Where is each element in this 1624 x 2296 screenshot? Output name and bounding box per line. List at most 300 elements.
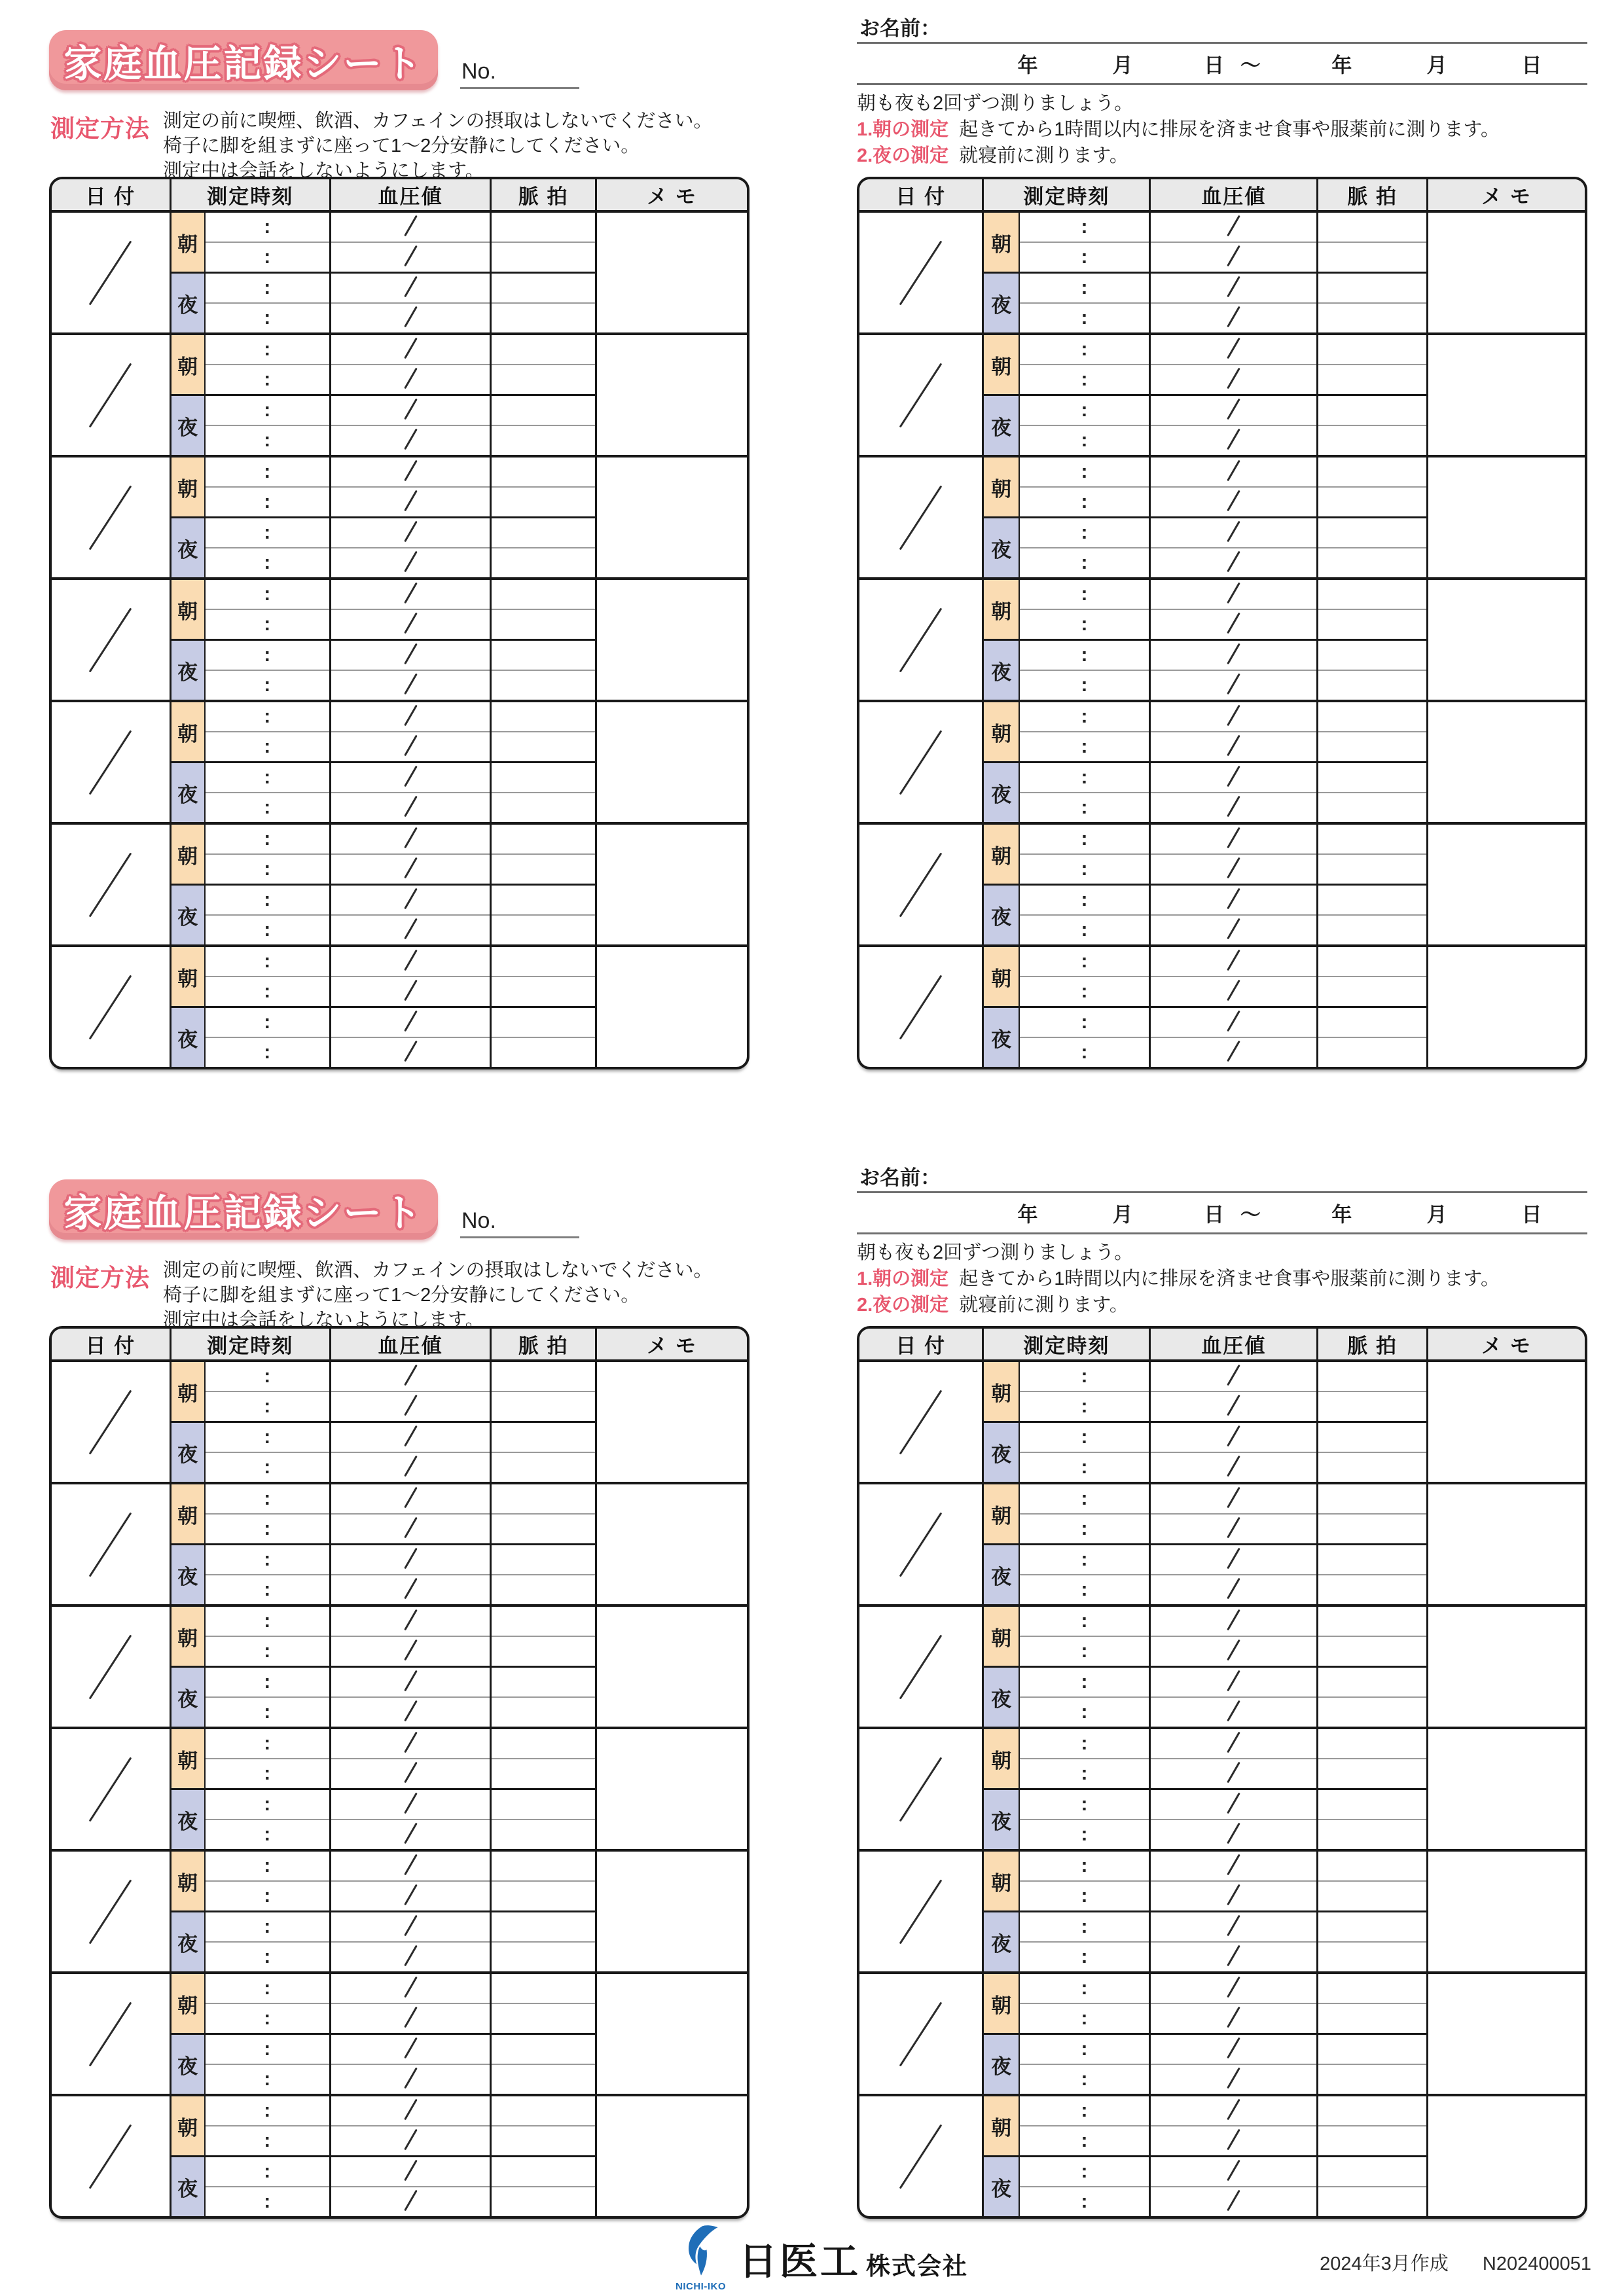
bp-entry-cell[interactable] — [330, 2095, 490, 2126]
time-entry-cell[interactable] — [205, 2187, 331, 2216]
bp-entry-cell[interactable] — [1150, 2126, 1318, 2157]
bp-entry-cell[interactable] — [1150, 487, 1318, 518]
bp-entry-cell[interactable] — [1150, 1942, 1318, 1973]
pulse-entry-cell[interactable] — [491, 1605, 596, 1636]
time-entry-cell[interactable] — [205, 456, 331, 487]
memo-cell[interactable] — [1428, 579, 1585, 701]
pulse-entry-cell[interactable] — [1318, 793, 1428, 823]
pulse-entry-cell[interactable] — [491, 1007, 596, 1038]
bp-entry-cell[interactable] — [1150, 915, 1318, 946]
time-entry-cell[interactable] — [205, 1037, 331, 1067]
bp-entry-cell[interactable] — [1150, 640, 1318, 671]
bp-entry-cell[interactable] — [330, 1912, 490, 1943]
time-entry-cell[interactable] — [1019, 1514, 1150, 1545]
time-entry-cell[interactable] — [205, 242, 331, 273]
bp-entry-cell[interactable] — [1150, 365, 1318, 395]
pulse-entry-cell[interactable] — [491, 211, 596, 242]
date-cell[interactable] — [859, 701, 983, 823]
time-entry-cell[interactable] — [1019, 273, 1150, 304]
pulse-entry-cell[interactable] — [1318, 1942, 1428, 1973]
time-entry-cell[interactable] — [205, 1850, 331, 1881]
bp-entry-cell[interactable] — [330, 670, 490, 701]
date-cell[interactable] — [859, 1728, 983, 1850]
time-entry-cell[interactable] — [205, 1881, 331, 1912]
time-entry-cell[interactable] — [205, 670, 331, 701]
bp-entry-cell[interactable] — [330, 365, 490, 395]
bp-entry-cell[interactable] — [1150, 211, 1318, 242]
time-entry-cell[interactable] — [205, 1391, 331, 1422]
pulse-entry-cell[interactable] — [491, 915, 596, 946]
memo-cell[interactable] — [1428, 946, 1585, 1067]
time-entry-cell[interactable] — [205, 334, 331, 365]
pulse-entry-cell[interactable] — [491, 395, 596, 426]
bp-entry-cell[interactable] — [330, 303, 490, 334]
bp-entry-cell[interactable] — [330, 1575, 490, 1605]
pulse-entry-cell[interactable] — [491, 273, 596, 304]
bp-entry-cell[interactable] — [1150, 1037, 1318, 1067]
pulse-entry-cell[interactable] — [491, 762, 596, 793]
time-entry-cell[interactable] — [205, 1452, 331, 1483]
bp-entry-cell[interactable] — [330, 1820, 490, 1850]
bp-entry-cell[interactable] — [1150, 1667, 1318, 1698]
pulse-entry-cell[interactable] — [491, 334, 596, 365]
pulse-entry-cell[interactable] — [491, 854, 596, 885]
date-cell[interactable] — [52, 823, 170, 946]
pulse-entry-cell[interactable] — [1318, 762, 1428, 793]
time-entry-cell[interactable] — [1019, 1545, 1150, 1575]
memo-cell[interactable] — [1428, 2095, 1585, 2216]
bp-entry-cell[interactable] — [1150, 1514, 1318, 1545]
pulse-entry-cell[interactable] — [1318, 2187, 1428, 2216]
bp-entry-cell[interactable] — [330, 701, 490, 732]
time-entry-cell[interactable] — [1019, 946, 1150, 977]
time-entry-cell[interactable] — [1019, 456, 1150, 487]
bp-entry-cell[interactable] — [330, 1728, 490, 1759]
pulse-entry-cell[interactable] — [491, 1881, 596, 1912]
time-entry-cell[interactable] — [1019, 487, 1150, 518]
time-entry-cell[interactable] — [1019, 425, 1150, 456]
pulse-entry-cell[interactable] — [491, 1483, 596, 1514]
time-entry-cell[interactable] — [1019, 395, 1150, 426]
bp-entry-cell[interactable] — [330, 885, 490, 916]
pulse-entry-cell[interactable] — [1318, 1545, 1428, 1575]
bp-entry-cell[interactable] — [330, 1514, 490, 1545]
time-entry-cell[interactable] — [205, 762, 331, 793]
time-entry-cell[interactable] — [1019, 334, 1150, 365]
time-entry-cell[interactable] — [205, 1422, 331, 1453]
pulse-entry-cell[interactable] — [1318, 1422, 1428, 1453]
pulse-entry-cell[interactable] — [491, 242, 596, 273]
bp-entry-cell[interactable] — [1150, 732, 1318, 762]
time-entry-cell[interactable] — [205, 1605, 331, 1636]
bp-entry-cell[interactable] — [330, 2157, 490, 2187]
time-entry-cell[interactable] — [1019, 2126, 1150, 2157]
time-entry-cell[interactable] — [205, 793, 331, 823]
time-entry-cell[interactable] — [1019, 701, 1150, 732]
date-cell[interactable] — [52, 1483, 170, 1605]
bp-entry-cell[interactable] — [330, 1361, 490, 1391]
bp-entry-cell[interactable] — [1150, 1575, 1318, 1605]
bp-entry-cell[interactable] — [1150, 2034, 1318, 2065]
time-entry-cell[interactable] — [1019, 1942, 1150, 1973]
time-entry-cell[interactable] — [205, 732, 331, 762]
bp-entry-cell[interactable] — [330, 518, 490, 548]
pulse-entry-cell[interactable] — [1318, 640, 1428, 671]
time-entry-cell[interactable] — [205, 1636, 331, 1667]
time-entry-cell[interactable] — [1019, 1850, 1150, 1881]
pulse-entry-cell[interactable] — [1318, 1973, 1428, 2003]
time-entry-cell[interactable] — [205, 2034, 331, 2065]
pulse-entry-cell[interactable] — [491, 732, 596, 762]
pulse-entry-cell[interactable] — [1318, 823, 1428, 854]
bp-entry-cell[interactable] — [1150, 1391, 1318, 1422]
memo-cell[interactable] — [1428, 1973, 1585, 2095]
pulse-entry-cell[interactable] — [491, 2095, 596, 2126]
pulse-entry-cell[interactable] — [1318, 1667, 1428, 1698]
pulse-entry-cell[interactable] — [1318, 1037, 1428, 1067]
bp-entry-cell[interactable] — [330, 1789, 490, 1820]
bp-entry-cell[interactable] — [330, 1697, 490, 1728]
pulse-entry-cell[interactable] — [1318, 1483, 1428, 1514]
bp-entry-cell[interactable] — [330, 242, 490, 273]
bp-entry-cell[interactable] — [1150, 1820, 1318, 1850]
pulse-entry-cell[interactable] — [1318, 1391, 1428, 1422]
pulse-entry-cell[interactable] — [491, 1667, 596, 1698]
bp-entry-cell[interactable] — [1150, 1850, 1318, 1881]
pulse-entry-cell[interactable] — [491, 609, 596, 640]
time-entry-cell[interactable] — [205, 2003, 331, 2034]
time-entry-cell[interactable] — [1019, 2157, 1150, 2187]
memo-cell[interactable] — [596, 1850, 747, 1973]
time-entry-cell[interactable] — [205, 1789, 331, 1820]
pulse-entry-cell[interactable] — [1318, 2157, 1428, 2187]
time-entry-cell[interactable] — [205, 2095, 331, 2126]
bp-entry-cell[interactable] — [1150, 1789, 1318, 1820]
bp-entry-cell[interactable] — [330, 211, 490, 242]
time-entry-cell[interactable] — [205, 548, 331, 579]
time-entry-cell[interactable] — [1019, 1361, 1150, 1391]
pulse-entry-cell[interactable] — [491, 793, 596, 823]
name-field[interactable] — [859, 12, 941, 41]
pulse-entry-cell[interactable] — [1318, 1452, 1428, 1483]
memo-cell[interactable] — [596, 701, 747, 823]
memo-cell[interactable] — [1428, 701, 1585, 823]
pulse-entry-cell[interactable] — [491, 1361, 596, 1391]
pulse-entry-cell[interactable] — [1318, 701, 1428, 732]
memo-cell[interactable] — [1428, 1361, 1585, 1483]
bp-entry-cell[interactable] — [330, 2064, 490, 2095]
time-entry-cell[interactable] — [1019, 242, 1150, 273]
pulse-entry-cell[interactable] — [491, 1452, 596, 1483]
time-entry-cell[interactable] — [1019, 793, 1150, 823]
memo-cell[interactable] — [596, 456, 747, 579]
pulse-entry-cell[interactable] — [491, 1789, 596, 1820]
memo-cell[interactable] — [596, 1483, 747, 1605]
bp-entry-cell[interactable] — [330, 854, 490, 885]
date-cell[interactable] — [52, 2095, 170, 2216]
pulse-entry-cell[interactable] — [491, 2187, 596, 2216]
pulse-entry-cell[interactable] — [491, 2064, 596, 2095]
time-entry-cell[interactable] — [205, 1361, 331, 1391]
bp-entry-cell[interactable] — [330, 1007, 490, 1038]
pulse-entry-cell[interactable] — [1318, 1912, 1428, 1943]
time-entry-cell[interactable] — [205, 1973, 331, 2003]
pulse-entry-cell[interactable] — [1318, 946, 1428, 977]
pulse-entry-cell[interactable] — [491, 518, 596, 548]
date-cell[interactable] — [859, 456, 983, 579]
time-entry-cell[interactable] — [1019, 977, 1150, 1007]
date-cell[interactable] — [52, 946, 170, 1067]
memo-cell[interactable] — [596, 579, 747, 701]
pulse-entry-cell[interactable] — [1318, 1850, 1428, 1881]
pulse-entry-cell[interactable] — [1318, 334, 1428, 365]
date-cell[interactable] — [859, 1483, 983, 1605]
bp-entry-cell[interactable] — [1150, 609, 1318, 640]
bp-entry-cell[interactable] — [1150, 946, 1318, 977]
pulse-entry-cell[interactable] — [1318, 273, 1428, 304]
time-entry-cell[interactable] — [1019, 211, 1150, 242]
no-field[interactable] — [460, 60, 579, 89]
bp-entry-cell[interactable] — [1150, 1361, 1318, 1391]
pulse-entry-cell[interactable] — [1318, 395, 1428, 426]
pulse-entry-cell[interactable] — [491, 670, 596, 701]
time-entry-cell[interactable] — [205, 365, 331, 395]
bp-entry-cell[interactable] — [1150, 2187, 1318, 2216]
pulse-entry-cell[interactable] — [1318, 1881, 1428, 1912]
time-entry-cell[interactable] — [1019, 2095, 1150, 2126]
pulse-entry-cell[interactable] — [491, 2003, 596, 2034]
pulse-entry-cell[interactable] — [491, 1942, 596, 1973]
bp-entry-cell[interactable] — [1150, 1912, 1318, 1943]
bp-entry-cell[interactable] — [1150, 823, 1318, 854]
bp-entry-cell[interactable] — [1150, 1452, 1318, 1483]
bp-entry-cell[interactable] — [330, 395, 490, 426]
memo-cell[interactable] — [1428, 1605, 1585, 1728]
pulse-entry-cell[interactable] — [1318, 1361, 1428, 1391]
pulse-entry-cell[interactable] — [491, 456, 596, 487]
pulse-entry-cell[interactable] — [1318, 1728, 1428, 1759]
pulse-entry-cell[interactable] — [491, 1422, 596, 1453]
pulse-entry-cell[interactable] — [1318, 548, 1428, 579]
bp-entry-cell[interactable] — [1150, 885, 1318, 916]
bp-entry-cell[interactable] — [1150, 456, 1318, 487]
time-entry-cell[interactable] — [1019, 1452, 1150, 1483]
date-cell[interactable] — [859, 334, 983, 456]
memo-cell[interactable] — [1428, 1850, 1585, 1973]
bp-entry-cell[interactable] — [330, 977, 490, 1007]
bp-entry-cell[interactable] — [330, 1667, 490, 1698]
date-cell[interactable] — [859, 211, 983, 334]
bp-entry-cell[interactable] — [330, 762, 490, 793]
memo-cell[interactable] — [1428, 456, 1585, 579]
pulse-entry-cell[interactable] — [1318, 1007, 1428, 1038]
time-entry-cell[interactable] — [205, 273, 331, 304]
memo-cell[interactable] — [596, 211, 747, 334]
pulse-entry-cell[interactable] — [1318, 487, 1428, 518]
pulse-entry-cell[interactable] — [1318, 670, 1428, 701]
date-cell[interactable] — [52, 1605, 170, 1728]
date-range-field[interactable] — [857, 1191, 1587, 1234]
time-entry-cell[interactable] — [1019, 1391, 1150, 1422]
time-entry-cell[interactable] — [205, 1759, 331, 1789]
bp-entry-cell[interactable] — [330, 1037, 490, 1067]
time-entry-cell[interactable] — [1019, 2034, 1150, 2065]
pulse-entry-cell[interactable] — [1318, 1605, 1428, 1636]
pulse-entry-cell[interactable] — [491, 1850, 596, 1881]
time-entry-cell[interactable] — [205, 1912, 331, 1943]
bp-entry-cell[interactable] — [330, 1422, 490, 1453]
time-entry-cell[interactable] — [1019, 303, 1150, 334]
time-entry-cell[interactable] — [1019, 1789, 1150, 1820]
pulse-entry-cell[interactable] — [491, 303, 596, 334]
time-entry-cell[interactable] — [205, 211, 331, 242]
time-entry-cell[interactable] — [1019, 1575, 1150, 1605]
date-cell[interactable] — [52, 579, 170, 701]
pulse-entry-cell[interactable] — [1318, 456, 1428, 487]
time-entry-cell[interactable] — [205, 977, 331, 1007]
pulse-entry-cell[interactable] — [1318, 518, 1428, 548]
time-entry-cell[interactable] — [1019, 1422, 1150, 1453]
date-cell[interactable] — [859, 1605, 983, 1728]
pulse-entry-cell[interactable] — [1318, 579, 1428, 609]
pulse-entry-cell[interactable] — [1318, 977, 1428, 1007]
bp-entry-cell[interactable] — [1150, 2003, 1318, 2034]
pulse-entry-cell[interactable] — [1318, 425, 1428, 456]
pulse-entry-cell[interactable] — [491, 548, 596, 579]
pulse-entry-cell[interactable] — [1318, 1789, 1428, 1820]
bp-entry-cell[interactable] — [330, 1942, 490, 1973]
bp-entry-cell[interactable] — [330, 273, 490, 304]
date-cell[interactable] — [859, 579, 983, 701]
pulse-entry-cell[interactable] — [491, 1514, 596, 1545]
date-range-field[interactable] — [857, 42, 1587, 85]
time-entry-cell[interactable] — [205, 2157, 331, 2187]
time-entry-cell[interactable] — [205, 1514, 331, 1545]
pulse-entry-cell[interactable] — [491, 1912, 596, 1943]
pulse-entry-cell[interactable] — [491, 823, 596, 854]
time-entry-cell[interactable] — [205, 885, 331, 916]
bp-entry-cell[interactable] — [1150, 1759, 1318, 1789]
bp-entry-cell[interactable] — [1150, 518, 1318, 548]
time-entry-cell[interactable] — [1019, 1636, 1150, 1667]
pulse-entry-cell[interactable] — [1318, 2003, 1428, 2034]
pulse-entry-cell[interactable] — [1318, 242, 1428, 273]
bp-entry-cell[interactable] — [1150, 334, 1318, 365]
time-entry-cell[interactable] — [1019, 1820, 1150, 1850]
pulse-entry-cell[interactable] — [1318, 2095, 1428, 2126]
time-entry-cell[interactable] — [205, 854, 331, 885]
time-entry-cell[interactable] — [1019, 1912, 1150, 1943]
memo-cell[interactable] — [596, 2095, 747, 2216]
memo-cell[interactable] — [596, 1973, 747, 2095]
bp-entry-cell[interactable] — [330, 1391, 490, 1422]
time-entry-cell[interactable] — [1019, 1697, 1150, 1728]
memo-cell[interactable] — [1428, 1728, 1585, 1850]
time-entry-cell[interactable] — [205, 1942, 331, 1973]
time-entry-cell[interactable] — [205, 1483, 331, 1514]
pulse-entry-cell[interactable] — [491, 2157, 596, 2187]
time-entry-cell[interactable] — [205, 915, 331, 946]
bp-entry-cell[interactable] — [1150, 579, 1318, 609]
pulse-entry-cell[interactable] — [491, 2034, 596, 2065]
time-entry-cell[interactable] — [1019, 1881, 1150, 1912]
pulse-entry-cell[interactable] — [1318, 2034, 1428, 2065]
pulse-entry-cell[interactable] — [1318, 365, 1428, 395]
date-cell[interactable] — [52, 1361, 170, 1483]
bp-entry-cell[interactable] — [330, 456, 490, 487]
bp-entry-cell[interactable] — [330, 487, 490, 518]
memo-cell[interactable] — [596, 823, 747, 946]
time-entry-cell[interactable] — [205, 609, 331, 640]
memo-cell[interactable] — [596, 334, 747, 456]
pulse-entry-cell[interactable] — [1318, 885, 1428, 916]
bp-entry-cell[interactable] — [330, 1452, 490, 1483]
memo-cell[interactable] — [596, 1605, 747, 1728]
pulse-entry-cell[interactable] — [491, 640, 596, 671]
bp-entry-cell[interactable] — [1150, 854, 1318, 885]
pulse-entry-cell[interactable] — [1318, 854, 1428, 885]
bp-entry-cell[interactable] — [330, 1850, 490, 1881]
bp-entry-cell[interactable] — [330, 1545, 490, 1575]
date-cell[interactable] — [52, 701, 170, 823]
time-entry-cell[interactable] — [1019, 2003, 1150, 2034]
time-entry-cell[interactable] — [1019, 1007, 1150, 1038]
bp-entry-cell[interactable] — [1150, 395, 1318, 426]
date-cell[interactable] — [52, 334, 170, 456]
memo-cell[interactable] — [1428, 1483, 1585, 1605]
bp-entry-cell[interactable] — [330, 1973, 490, 2003]
pulse-entry-cell[interactable] — [491, 885, 596, 916]
date-cell[interactable] — [52, 211, 170, 334]
bp-entry-cell[interactable] — [1150, 701, 1318, 732]
pulse-entry-cell[interactable] — [491, 946, 596, 977]
bp-entry-cell[interactable] — [1150, 273, 1318, 304]
pulse-entry-cell[interactable] — [1318, 609, 1428, 640]
bp-entry-cell[interactable] — [1150, 1422, 1318, 1453]
time-entry-cell[interactable] — [1019, 1037, 1150, 1067]
bp-entry-cell[interactable] — [1150, 548, 1318, 579]
pulse-entry-cell[interactable] — [1318, 732, 1428, 762]
date-cell[interactable] — [859, 2095, 983, 2216]
pulse-entry-cell[interactable] — [491, 365, 596, 395]
pulse-entry-cell[interactable] — [491, 579, 596, 609]
bp-entry-cell[interactable] — [330, 2126, 490, 2157]
pulse-entry-cell[interactable] — [1318, 1575, 1428, 1605]
memo-cell[interactable] — [596, 1728, 747, 1850]
pulse-entry-cell[interactable] — [491, 2126, 596, 2157]
pulse-entry-cell[interactable] — [491, 1391, 596, 1422]
name-field[interactable] — [859, 1161, 941, 1191]
bp-entry-cell[interactable] — [330, 823, 490, 854]
pulse-entry-cell[interactable] — [491, 701, 596, 732]
bp-entry-cell[interactable] — [330, 1881, 490, 1912]
time-entry-cell[interactable] — [205, 701, 331, 732]
memo-cell[interactable] — [1428, 211, 1585, 334]
time-entry-cell[interactable] — [1019, 609, 1150, 640]
memo-cell[interactable] — [596, 946, 747, 1067]
time-entry-cell[interactable] — [205, 823, 331, 854]
pulse-entry-cell[interactable] — [491, 487, 596, 518]
time-entry-cell[interactable] — [1019, 1973, 1150, 2003]
time-entry-cell[interactable] — [205, 2126, 331, 2157]
time-entry-cell[interactable] — [1019, 670, 1150, 701]
bp-entry-cell[interactable] — [1150, 1636, 1318, 1667]
time-entry-cell[interactable] — [205, 1820, 331, 1850]
bp-entry-cell[interactable] — [1150, 2064, 1318, 2095]
pulse-entry-cell[interactable] — [1318, 1697, 1428, 1728]
bp-entry-cell[interactable] — [1150, 1697, 1318, 1728]
no-field[interactable] — [460, 1210, 579, 1238]
